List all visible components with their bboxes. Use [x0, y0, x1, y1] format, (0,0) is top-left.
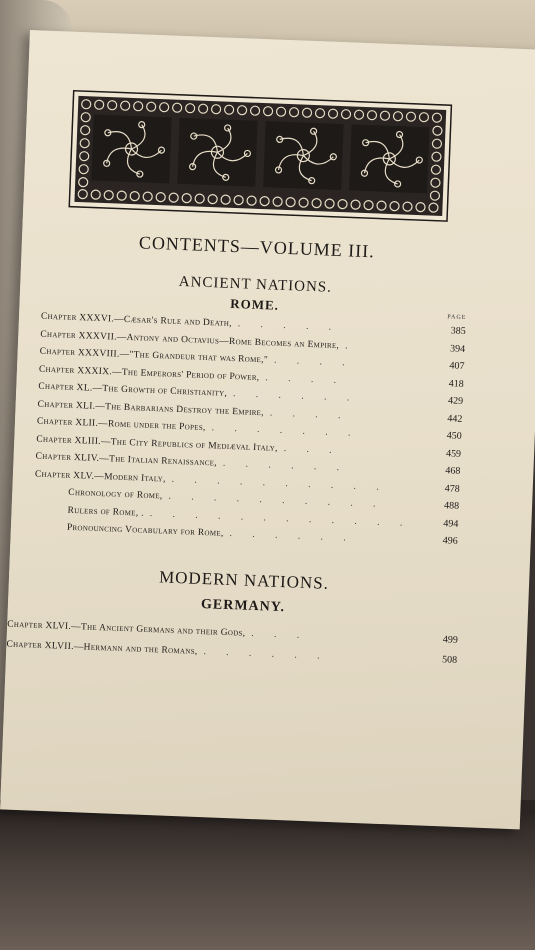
- toc-entry-leader-dots: . . . .: [273, 355, 354, 369]
- toc-entry-page-number: 418: [448, 377, 464, 390]
- toc-entry-page-number: 429: [447, 395, 464, 407]
- toc-entry-leader-dots: . . .: [251, 628, 309, 642]
- book-page: [0, 30, 535, 829]
- toc-entry-leader-dots: .: [345, 340, 357, 352]
- toc-entry-page-number: 407: [449, 360, 465, 372]
- toc-entry-page-number: 459: [445, 447, 462, 460]
- toc-entry-leader-dots: . . . .: [269, 407, 350, 422]
- toc-entry-leader-dots: . . .: [283, 443, 341, 456]
- toc-entry-title: Chapter XXXVII.—Antony and Octavius—Rome Becomes an Empire,: [40, 329, 340, 351]
- toc-entry-page-number: 442: [447, 412, 463, 425]
- toc-entry-page-number: 499: [442, 634, 459, 646]
- toc-entry-leader-dots: . . . . . . . . . .: [171, 474, 388, 493]
- toc-entry-leader-dots: . . . . . . . . . . . .: [149, 508, 412, 529]
- toc-entry: [7, 620, 308, 642]
- toc-entry-leader-dots: . . . . . .: [203, 647, 329, 662]
- rome-heading: ROME.: [230, 295, 280, 313]
- toc-entry-title: Chapter XL.—The Growth of Christianity,: [38, 381, 228, 399]
- toc-entry-page-number: 450: [446, 430, 462, 442]
- toc-entry: [67, 523, 355, 544]
- toc-entry-title: Chapter XLVI.—The Ancient Germans and their Gods,: [6, 619, 246, 639]
- toc-entry-title: Chapter XLVII.—Hermann and the Romans,: [6, 639, 198, 657]
- toc-entry-page-number: 488: [443, 500, 460, 512]
- toc-entry-title: Chapter XLIII.—The City Republics of Mediæval Italy,: [36, 434, 279, 454]
- ancient-nations-heading: ANCIENT NATIONS.: [178, 273, 333, 296]
- toc-entry-leader-dots: . . . . . .: [222, 458, 349, 474]
- toc-entry-page-number: 394: [449, 342, 466, 355]
- toc-entry-title: Chronology of Rome,: [68, 487, 163, 502]
- table-surface: [0, 815, 535, 950]
- toc-entry-title: Chapter XXXVIII.—"The Grandeur that was Rome,": [39, 346, 269, 366]
- modern-nations-heading: MODERN NATIONS.: [158, 567, 330, 593]
- toc-entry-title: Rulers of Rome, .: [67, 505, 145, 519]
- toc-entry-page-number: 385: [450, 325, 466, 337]
- toc-entry: [6, 640, 329, 662]
- toc-entry-leader-dots: . . . .: [265, 372, 346, 386]
- toc-entry-title: Pronouncing Vocabulary for Rome,: [66, 522, 224, 539]
- toc-entry-title: Chapter XXXVI.—Cæsar's Rule and Death,: [40, 311, 233, 329]
- toc-entry-title: Chapter XXXIX.—The Emperors' Period of Power,: [38, 364, 260, 383]
- decorative-header-ornament: [68, 90, 452, 223]
- germany-heading: GERMANY.: [200, 596, 286, 616]
- toc-entry-leader-dots: . . . . . . . . . .: [168, 491, 385, 510]
- toc-entry-leader-dots: . . . . . . .: [211, 423, 360, 439]
- page-column-label: PAGE: [447, 314, 467, 321]
- toc-entry-page-number: 468: [445, 465, 461, 477]
- contents-title: CONTENTS—VOLUME III.: [138, 232, 376, 262]
- toc-entry-title: Chapter XLIV.—The Italian Renaissance,: [35, 451, 218, 469]
- toc-entry-page-number: 496: [442, 535, 458, 547]
- toc-entry-leader-dots: . . . . .: [237, 319, 341, 334]
- toc-entry-page-number: 478: [444, 482, 460, 495]
- toc-entry-leader-dots: . . . . . .: [232, 389, 359, 404]
- toc-entry-title: Chapter XLI.—The Barbarians Destroy the Empire,: [37, 399, 265, 418]
- toc-entry-page-number: 494: [443, 517, 459, 530]
- toc-entry-leader-dots: . . . . . .: [229, 529, 355, 544]
- toc-entry-page-number: 508: [441, 654, 458, 666]
- toc-entry-title: Chapter XLV.—Modern Italy,: [34, 469, 166, 485]
- toc-entry-title: Chapter XLII.—Rome under the Popes,: [36, 416, 206, 434]
